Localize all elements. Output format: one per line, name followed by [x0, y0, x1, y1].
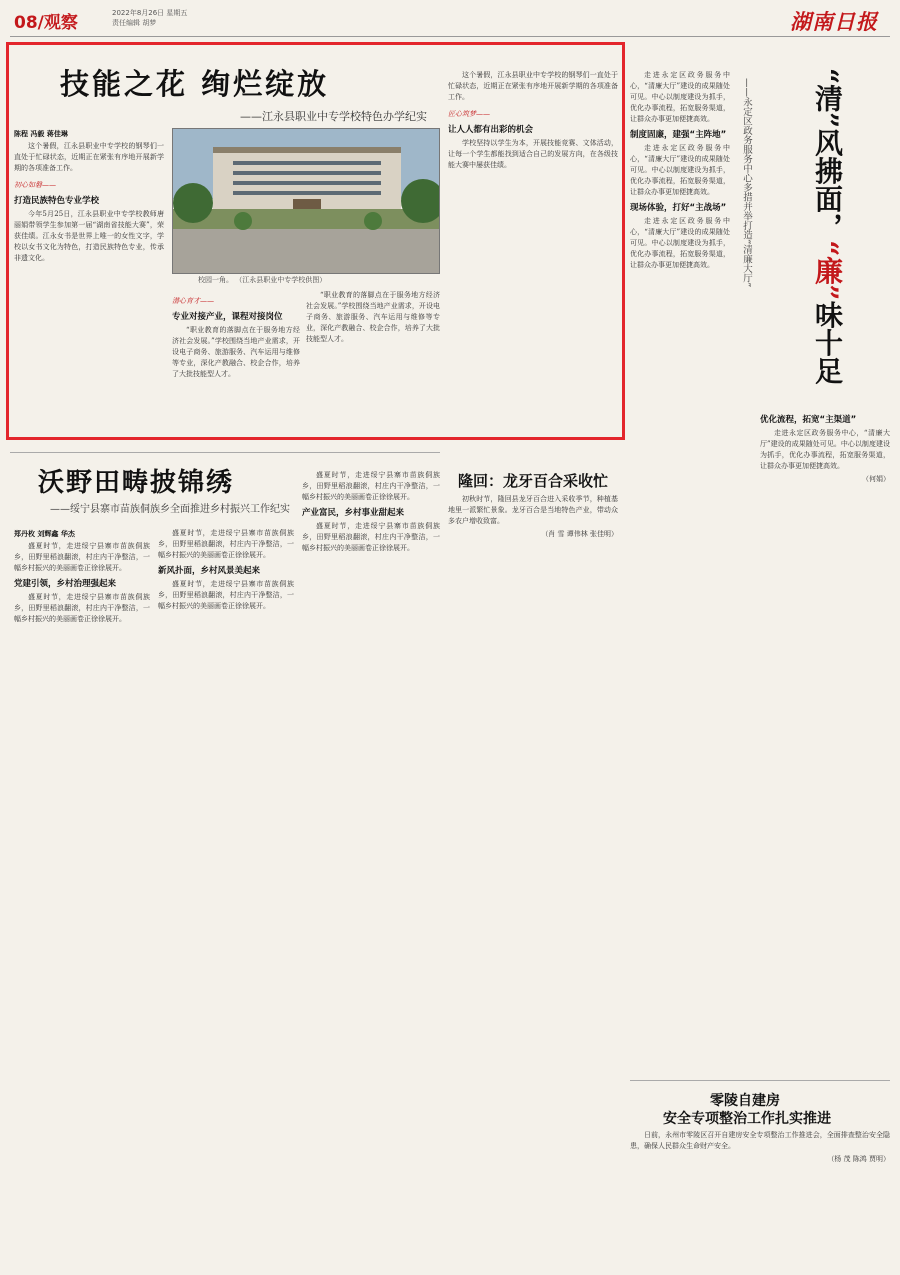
bottom-text-4: 盛夏时节，走进绥宁县寨市苗族侗族乡，田野里稻浪翻滚，村庄内干净整洁，一幅乡村振兴的美丽画卷正徐徐展开。	[158, 580, 294, 610]
photo-caption: 校园一角。 （江永县职业中专学校供图）	[198, 276, 327, 284]
news2-credit: （肖 雪 谭伟林 张佳明）	[541, 530, 618, 538]
bottom-text-6: 盛夏时节，走进绥宁县寨市苗族侗族乡，田野里稻浪翻滚，村庄内干净整洁，一幅乡村振兴的美丽画卷正徐徐展开。	[302, 522, 440, 552]
bottom-feature-title: 沃野田畴披锦绣	[38, 468, 235, 498]
feature-column-3	[306, 290, 440, 434]
feature-heading-3: 让人人都有出彩的机会	[448, 125, 534, 135]
feature-byline: 陈程 冯毅 蒋佳琳	[14, 129, 68, 138]
page-number: 08/观察	[14, 13, 78, 33]
feature-subtitle: ——江永县职业中专学校特色办学纪实	[240, 110, 427, 123]
side-feature-column-1	[630, 70, 730, 1080]
side-feature-title: “清”风拂面，“廉”味十足	[811, 68, 844, 385]
bottom-column-2	[158, 528, 294, 1268]
side-feature-text-2: 走进永定区政务服务中心，“清廉大厅”建设的成果随处可见。中心以制度建设为抓手，优化办事流程，拓宽服务渠道，让群众办事更加便捷高效。	[630, 144, 730, 196]
bottom-text-1: 盛夏时节，走进绥宁县寨市苗族侗族乡，田野里稻浪翻滚，村庄内干净整洁，一幅乡村振兴的美丽画卷正徐徐展开。	[14, 542, 150, 572]
bottom-column-3	[302, 470, 440, 1268]
feature-heading-1: 打造民族特色专业学校	[14, 196, 100, 206]
masthead	[0, 0, 900, 40]
feature-section-2-text-cont: “职业教育的落脚点在于服务地方经济社会发展。”学校围绕当地产业需求，开设电子商务、旅游服务、汽车运用与维修等专业，深化产教融合、校企合作，培养了大批技能型人才。	[306, 291, 440, 343]
bottom-text-3: 盛夏时节，走进绥宁县寨市苗族侗族乡，田野里稻浪翻滚，村庄内干净整洁，一幅乡村振兴的美丽画卷正徐徐展开。	[158, 529, 294, 559]
bottom-text-5: 盛夏时节，走进绥宁县寨市苗族侗族乡，田野里稻浪翻滚，村庄内干净整洁，一幅乡村振兴的美丽画卷正徐徐展开。	[302, 471, 440, 501]
bottom-feature-subtitle: ——绥宁县寨市苗族侗族乡全面推进乡村振兴工作纪实	[50, 504, 290, 515]
side-heading-1: 制度固廉，建强“主阵地”	[630, 130, 727, 140]
school-building-image	[173, 129, 440, 274]
news3-title: 零陵自建房	[710, 1093, 780, 1109]
feature-section-1-text: 今年5月25日，江永县职业中专学校教师唐丽娟带领学生参加第一届“湖南省技能大赛”，荣获佳绩。江永女书是世界上唯一的女性文字，学校以女书文化为特色，打造民族特色专业，传承非遗文化。	[14, 210, 164, 262]
school-photo	[172, 128, 440, 274]
bottom-text-2: 盛夏时节，走进绥宁县寨市苗族侗族乡，田野里稻浪翻滚，村庄内干净整洁，一幅乡村振兴的美丽画卷正徐徐展开。	[14, 593, 150, 623]
feature-section-3-text: 学校坚持以学生为本，开展技能竞赛、文体活动，让每一个学生都能找到适合自己的发展方向，在各级技能大赛中屡获佳绩。	[448, 139, 618, 169]
bottom-column-1	[14, 528, 150, 1268]
side-heading-3: 现场体验，打好“主战场”	[630, 203, 727, 213]
side-heading-2: 优化流程，拓宽“主渠道”	[760, 415, 857, 425]
bottom-byline: 郑丹枚 刘辉鑫 华杰	[14, 529, 75, 538]
side-feature-signature: （何娟）	[862, 475, 890, 483]
bottom-heading-3: 产业富民，乡村事业甜起来	[302, 508, 405, 518]
feature-column-2	[172, 290, 300, 434]
feature-column-4	[448, 70, 618, 434]
newspaper-logo: 湖南日报	[790, 9, 878, 34]
page-meta: 2022年8月26日 星期五 责任编辑 胡梦	[112, 9, 188, 27]
news2-text: 初秋时节，隆回县龙牙百合进入采收季节，种植基地里一派繁忙景象。龙牙百合是当地特色产业，带动众多农户增收致富。	[448, 495, 618, 525]
feature-kicker-1: 初心如磐——	[14, 181, 56, 189]
side-feature-subtitle: ——永定区政务服务中心多措并举打造“清廉大厅”	[741, 78, 752, 288]
feature-section-2-text: “职业教育的落脚点在于服务地方经济社会发展。”学校围绕当地产业需求，开设电子商务、旅游服务、汽车运用与维修等专业，深化产教融合、校企合作，培养了大批技能型人才。	[172, 326, 300, 378]
side-feature-text-3: 走进永定区政务服务中心，“清廉大厅”建设的成果随处可见。中心以制度建设为抓手，优化办事流程，拓宽服务渠道，让群众办事更加便捷高效。	[630, 217, 730, 269]
feature-heading-2: 专业对接产业，课程对接岗位	[172, 312, 283, 322]
news2-body	[448, 494, 618, 1268]
feature-column-1	[14, 128, 164, 434]
masthead-rule	[10, 36, 890, 37]
feature-kicker-2: 潜心育才——	[172, 297, 214, 305]
feature-title: 技能之花 绚烂绽放	[60, 67, 330, 101]
news3-credit: （杨 茂 陈鸿 贾明）	[827, 1155, 890, 1163]
bottom-divider	[10, 452, 440, 453]
news3-subtitle: 安全专项整治工作扎实推进	[663, 1111, 831, 1127]
side-feature-column-2	[760, 410, 890, 1070]
side-feature-text-4: 走进永定区政务服务中心，“清廉大厅”建设的成果随处可见。中心以制度建设为抓手，优化办事流程，拓宽服务渠道，让群众办事更加便捷高效。	[760, 429, 890, 470]
feature-column-4-text: 这个暑假，江永县职业中专学校的钢琴们一直处于忙碌状态，近期正在紧张有序地开展新学期的各项准备工作。	[448, 71, 618, 101]
news2-title: 隆回：龙牙百合采收忙	[458, 472, 609, 490]
bottom-heading-2: 新风扑面，乡村风景美起来	[158, 566, 261, 576]
news3-body	[630, 1130, 890, 1268]
news3-divider	[630, 1080, 890, 1081]
news3-text: 日前，永州市零陵区召开自建房安全专项整治工作推进会，全面排查整治安全隐患，确保人民群众生命财产安全。	[630, 1131, 890, 1150]
side-feature-text: 走进永定区政务服务中心，“清廉大厅”建设的成果随处可见。中心以制度建设为抓手，优化办事流程，拓宽服务渠道，让群众办事更加便捷高效。	[630, 71, 730, 123]
feature-intro: 这个暑假，江永县职业中专学校的钢琴们一直处于忙碌状态，近期正在紧张有序地开展新学期的各项准备工作。	[14, 142, 164, 172]
feature-kicker-3: 匠心筑梦——	[448, 110, 490, 118]
bottom-heading-1: 党建引领，乡村治理强起来	[14, 579, 117, 589]
